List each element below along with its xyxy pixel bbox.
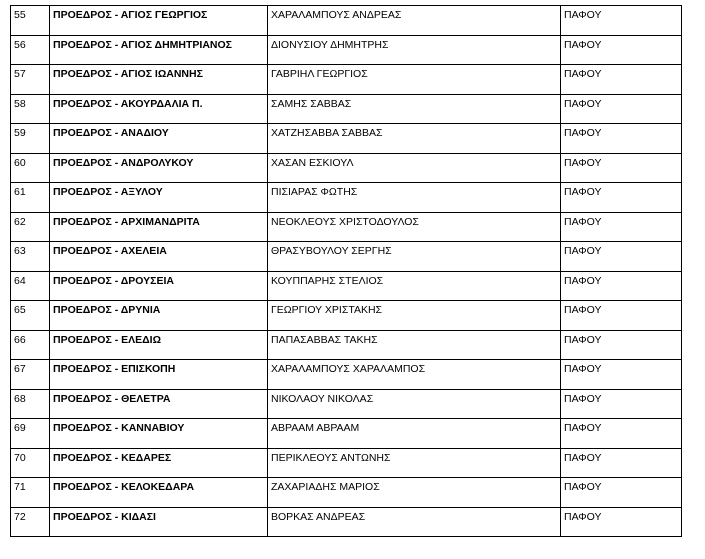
person-name-cell [268,448,561,478]
row-number-cell [11,35,50,65]
table-row [11,330,682,360]
person-name-text: ΧΑΡΑΛΑΜΠΟΥΣ ΧΑΡΑΛΑΜΠΟΣ [271,363,426,375]
district-cell [561,6,682,36]
row-number-text: 61 [14,186,26,198]
person-name-cell [268,153,561,183]
position-title-text: ΠΡΟΕΔΡΟΣ - ΑΞΥΛΟΥ [53,186,163,198]
position-title-cell [50,94,268,124]
row-number-cell [11,478,50,508]
row-number-cell [11,183,50,213]
district-text: ΠΑΦΟΥ [564,363,602,375]
district-cell [561,153,682,183]
district-text: ΠΑΦΟΥ [564,186,602,198]
table-row [11,242,682,272]
table-row [11,419,682,449]
position-title-text: ΠΡΟΕΔΡΟΣ - ΑΝΔΡΟΛΥΚΟΥ [53,156,194,169]
person-name-text: ΖΑΧΑΡΙΑΔΗΣ ΜΑΡΙΟΣ [271,481,380,493]
district-text: ΠΑΦΟΥ [564,68,602,80]
position-title-text: ΠΡΟΕΔΡΟΣ - ΑΓΙΟΣ ΙΩΑΝΝΗΣ [53,68,203,80]
district-text: ΠΑΦΟΥ [564,215,602,228]
position-title-cell [50,301,268,331]
row-number-text: 58 [14,97,26,110]
person-name-cell [268,301,561,331]
person-name-cell [268,330,561,360]
table-row [11,507,682,537]
table-body [11,6,682,537]
district-text: ΠΑΦΟΥ [564,9,602,21]
table-row [11,448,682,478]
position-title-text: ΠΡΟΕΔΡΟΣ - ΑΚΟΥΡΔΑΛΙΑ Π. [53,97,203,110]
position-title-text: ΠΡΟΕΔΡΟΣ - ΔΡΥΝΙΑ [53,304,161,316]
district-text: ΠΑΦΟΥ [564,274,602,287]
row-number-text: 62 [14,215,26,228]
row-number-cell [11,6,50,36]
person-name-text: ΠΕΡΙΚΛΕΟΥΣ ΑΝΤΩΝΗΣ [271,451,391,464]
person-name-text: ΠΑΠΑΣΑΒΒΑΣ ΤΑΚΗΣ [271,333,378,346]
row-number-cell [11,507,50,537]
table-row [11,35,682,65]
table-row [11,212,682,242]
table-row [11,271,682,301]
position-title-cell [50,389,268,419]
row-number-text: 72 [14,510,26,523]
person-name-text: ΓΕΩΡΓΙΟΥ ΧΡΙΣΤΑΚΗΣ [271,304,383,316]
table-row [11,124,682,154]
district-text: ΠΑΦΟΥ [564,333,602,346]
person-name-cell [268,94,561,124]
district-cell [561,212,682,242]
row-number-cell [11,65,50,95]
position-title-cell [50,65,268,95]
person-name-cell [268,389,561,419]
position-title-cell [50,448,268,478]
district-cell [561,419,682,449]
row-number-cell [11,271,50,301]
table-row [11,153,682,183]
person-name-text: ΝΕΟΚΛΕΟΥΣ ΧΡΙΣΤΟΔΟΥΛΟΣ [271,215,419,228]
row-number-text: 57 [14,68,26,80]
row-number-text: 56 [14,38,26,51]
district-cell [561,478,682,508]
position-title-text: ΠΡΟΕΔΡΟΣ - ΑΓΙΟΣ ΔΗΜΗΤΡΙΑΝΟΣ [53,38,232,51]
person-name-text: ΑΒΡΑΑΜ ΑΒΡΑΑΜ [271,422,360,434]
row-number-cell [11,153,50,183]
person-name-text: ΝΙΚΟΛΑΟΥ ΝΙΚΟΛΑΣ [271,392,374,405]
district-cell [561,301,682,331]
person-name-cell [268,65,561,95]
position-title-cell [50,330,268,360]
position-title-text: ΠΡΟΕΔΡΟΣ - ΕΠΙΣΚΟΠΗ [53,363,176,375]
position-title-text: ΠΡΟΕΔΡΟΣ - ΑΝΑΔΙΟΥ [53,127,169,139]
person-name-text: ΓΑΒΡΙΗΛ ΓΕΩΡΓΙΟΣ [271,68,368,80]
district-text: ΠΑΦΟΥ [564,97,602,110]
person-name-text: ΘΡΑΣΥΒΟΥΛΟΥ ΣΕΡΓΗΣ [271,245,392,257]
district-cell [561,507,682,537]
position-title-cell [50,478,268,508]
district-cell [561,94,682,124]
row-number-text: 69 [14,422,26,434]
position-title-cell [50,35,268,65]
position-title-cell [50,242,268,272]
district-cell [561,183,682,213]
row-number-text: 64 [14,274,26,287]
person-name-cell [268,478,561,508]
person-name-cell [268,507,561,537]
person-name-cell [268,124,561,154]
position-title-text: ΠΡΟΕΔΡΟΣ - ΚΙΔΑΣΙ [53,510,156,523]
table-row [11,183,682,213]
officials-table [10,5,682,537]
row-number-cell [11,301,50,331]
position-title-cell [50,6,268,36]
district-text: ΠΑΦΟΥ [564,422,602,434]
person-name-text: ΧΑΤΖΗΣΑΒΒΑ ΣΑΒΒΑΣ [271,127,383,139]
table-row [11,360,682,390]
row-number-text: 65 [14,304,26,316]
position-title-text: ΠΡΟΕΔΡΟΣ - ΕΛΕΔΙΩ [53,333,161,346]
district-text: ΠΑΦΟΥ [564,245,602,257]
district-text: ΠΑΦΟΥ [564,127,602,139]
row-number-cell [11,330,50,360]
table-row [11,478,682,508]
person-name-text: ΒΟΡΚΑΣ ΑΝΔΡΕΑΣ [271,510,366,523]
person-name-text: ΚΟΥΠΠΑΡΗΣ ΣΤΕΛΙΟΣ [271,274,384,287]
row-number-cell [11,448,50,478]
row-number-cell [11,94,50,124]
district-cell [561,65,682,95]
row-number-cell [11,389,50,419]
position-title-cell [50,507,268,537]
person-name-cell [268,6,561,36]
row-number-text: 59 [14,127,26,139]
position-title-cell [50,124,268,154]
row-number-cell [11,360,50,390]
district-text: ΠΑΦΟΥ [564,38,602,51]
table-row [11,6,682,36]
position-title-text: ΠΡΟΕΔΡΟΣ - ΚΕΛΟΚΕΔΑΡΑ [53,481,195,493]
district-cell [561,124,682,154]
row-number-text: 63 [14,245,26,257]
position-title-text: ΠΡΟΕΔΡΟΣ - ΔΡΟΥΣΕΙΑ [53,274,174,287]
person-name-text: ΧΑΡΑΛΑΜΠΟΥΣ ΑΝΔΡΕΑΣ [271,9,402,21]
person-name-cell [268,360,561,390]
table-row [11,65,682,95]
position-title-cell [50,212,268,242]
district-cell [561,271,682,301]
district-text: ΠΑΦΟΥ [564,392,602,405]
table-row [11,389,682,419]
position-title-text: ΠΡΟΕΔΡΟΣ - ΑΧΕΛΕΙΑ [53,245,167,257]
position-title-text: ΠΡΟΕΔΡΟΣ - ΚΕΔΑΡΕΣ [53,451,172,464]
person-name-cell [268,35,561,65]
table-row [11,301,682,331]
person-name-cell [268,419,561,449]
person-name-text: ΣΑΜΗΣ ΣΑΒΒΑΣ [271,97,352,110]
row-number-text: 71 [14,481,26,493]
position-title-cell [50,153,268,183]
row-number-text: 67 [14,363,26,375]
district-text: ΠΑΦΟΥ [564,304,602,316]
district-cell [561,242,682,272]
position-title-cell [50,183,268,213]
person-name-text: ΔΙΟΝΥΣΙΟΥ ΔΗΜΗΤΡΗΣ [271,38,389,51]
position-title-text: ΠΡΟΕΔΡΟΣ - ΘΕΛΕΤΡΑ [53,392,171,405]
position-title-text: ΠΡΟΕΔΡΟΣ - ΚΑΝΝΑΒΙΟΥ [53,422,185,434]
row-number-text: 68 [14,392,26,405]
position-title-text: ΠΡΟΕΔΡΟΣ - ΑΓΙΟΣ ΓΕΩΡΓΙΟΣ [53,9,208,21]
row-number-cell [11,419,50,449]
position-title-cell [50,419,268,449]
row-number-text: 60 [14,156,26,169]
person-name-cell [268,183,561,213]
person-name-cell [268,271,561,301]
person-name-text: ΧΑΣΑΝ ΕΣΚΙΟΥΛ [271,156,354,169]
row-number-text: 55 [14,9,26,21]
row-number-cell [11,242,50,272]
row-number-cell [11,124,50,154]
row-number-cell [11,212,50,242]
row-number-text: 66 [14,333,26,346]
position-title-cell [50,360,268,390]
district-text: ΠΑΦΟΥ [564,156,602,169]
district-cell [561,448,682,478]
position-title-text: ΠΡΟΕΔΡΟΣ - ΑΡΧΙΜΑΝΔΡΙΤΑ [53,215,200,228]
district-cell [561,360,682,390]
district-text: ΠΑΦΟΥ [564,451,602,464]
person-name-text: ΠΙΣΙΑΡΑΣ ΦΩΤΗΣ [271,186,358,198]
district-cell [561,389,682,419]
district-cell [561,35,682,65]
position-title-cell [50,271,268,301]
row-number-text: 70 [14,451,26,464]
district-text: ΠΑΦΟΥ [564,510,602,523]
district-cell [561,330,682,360]
table-row [11,94,682,124]
person-name-cell [268,212,561,242]
district-text: ΠΑΦΟΥ [564,481,602,493]
person-name-cell [268,242,561,272]
